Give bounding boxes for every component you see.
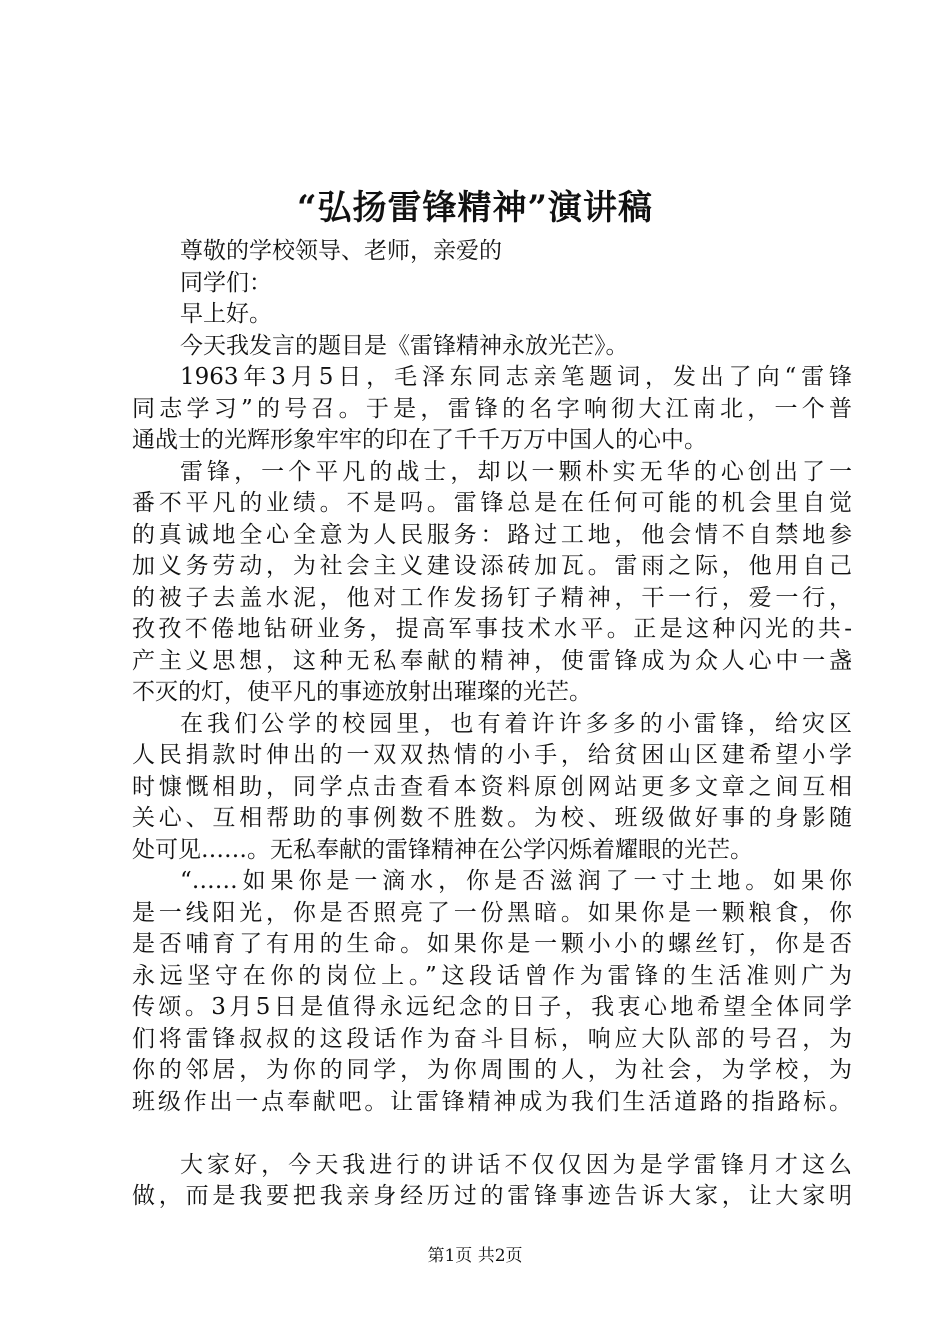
text-line: 做，而是我要把我亲身经历过的雷锋事迹告诉大家，让大家明 — [132, 1183, 852, 1209]
text-line: 同志学习”的号召。于是，雷锋的名字响彻大江南北，一个普 — [132, 395, 852, 422]
text-line: 时慷慨相助，同学点击查看本资料原创网站更多文章之间互相 — [132, 773, 852, 800]
text-line: 是一线阳光，你是否照亮了一份黑暗。如果你是一颗粮食，你 — [132, 899, 852, 926]
paragraph-gap — [132, 1118, 852, 1150]
text-line: 同学们： — [180, 269, 272, 296]
text-line: 早上好。 — [180, 301, 272, 327]
document-body — [132, 236, 852, 1213]
text-line: 的真诚地全心全意为人民服务：路过工地，他会情不自禁地参 — [132, 521, 852, 548]
text-line: 尊敬的学校领导、老师，亲爱的 — [180, 238, 502, 264]
text-line: 关心、互相帮助的事例数不胜数。为校、班级做好事的身影随 — [132, 805, 852, 831]
text-line: 永远坚守在你的岗位上。”这段话曾作为雷锋的生活准则广为 — [132, 962, 852, 989]
text-line: 1963年3月5日，毛泽东同志亲笔题词，发出了向“雷锋 — [180, 364, 852, 390]
page-footer: 第1页 共2页 — [427, 1246, 523, 1266]
text-line: 的被子去盖水泥，他对工作发扬钉子精神，干一行，爱一行， — [132, 584, 852, 611]
text-line: 产主义思想，这种无私奉献的精神，使雷锋成为众人心中一盏 — [132, 647, 852, 674]
text-line: 是否哺育了有用的生命。如果你是一颗小小的螺丝钉，你是否 — [132, 931, 852, 957]
text-line: 你的邻居，为你的同学，为你周围的人，为社会，为学校，为 — [132, 1057, 852, 1083]
text-line: 大家好，今天我进行的讲话不仅仅因为是学雷锋月才这么 — [180, 1151, 852, 1178]
text-line: 不灭的灯，使平凡的事迹放射出璀璨的光芒。 — [132, 679, 592, 705]
text-line: 处可见……。无私奉献的雷锋精神在公学闪烁着耀眼的光芒。 — [132, 836, 753, 863]
text-line: 通战士的光辉形象牢牢的印在了千千万万中国人的心中。 — [132, 427, 707, 453]
text-line: “……如果你是一滴水，你是否滋润了一寸土地。如果你 — [180, 868, 852, 894]
text-line: 番不平凡的业绩。不是吗。雷锋总是在任何可能的机会里自觉 — [132, 490, 852, 516]
text-line: 班级作出一点奉献吧。让雷锋精神成为我们生活道路的指路标。 — [132, 1088, 852, 1115]
text-line: 在我们公学的校园里，也有着许许多多的小雷锋，给灾区 — [180, 710, 852, 737]
text-line: 雷锋，一个平凡的战士，却以一颗朴实无华的心创出了一 — [180, 458, 852, 485]
document-title: “弘扬雷锋精神”演讲稿 — [296, 188, 654, 228]
text-line: 孜孜不倦地钻研业务，提高军事技术水平。正是这种闪光的共- — [132, 616, 852, 642]
text-line: 人民捐款时伸出的一双双热情的小手，给贫困山区建希望小学 — [132, 742, 852, 768]
text-line: 今天我发言的题目是《雷锋精神永放光芒》。 — [180, 332, 629, 359]
text-line: 传颂。3月5日是值得永远纪念的日子，我衷心地希望全体同学 — [132, 994, 852, 1020]
text-line: 们将雷锋叔叔的这段话作为奋斗目标，响应大队部的号召，为 — [132, 1025, 852, 1052]
text-line: 加义务劳动，为社会主义建设添砖加瓦。雷雨之际，他用自己 — [132, 553, 852, 579]
